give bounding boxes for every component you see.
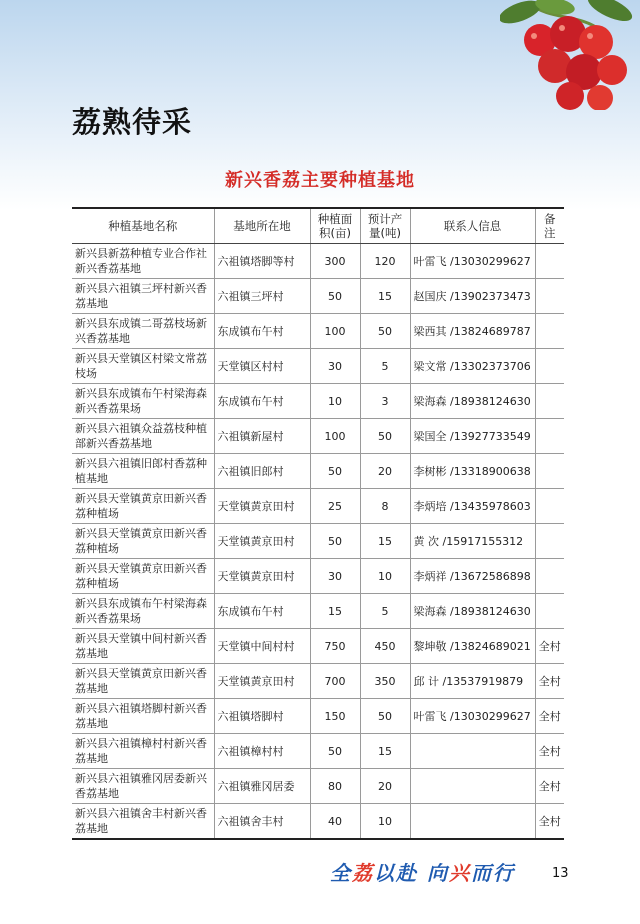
cell-base-name: 新兴县六祖镇旧郎村香荔种植基地 — [72, 454, 214, 489]
cell-base-name: 新兴县六祖镇三坪村新兴香荔基地 — [72, 279, 214, 314]
cell-area: 80 — [310, 769, 360, 804]
cell-base-name: 新兴县东成镇布午村梁海森新兴香荔果场 — [72, 594, 214, 629]
cell-note: 全村 — [535, 734, 564, 769]
cell-yield: 5 — [360, 594, 410, 629]
cell-location: 六祖镇雅冈居委 — [214, 769, 310, 804]
header-name: 种植基地名称 — [72, 208, 214, 244]
cell-location: 六祖镇舍丰村 — [214, 804, 310, 840]
cell-yield: 15 — [360, 279, 410, 314]
cell-area: 750 — [310, 629, 360, 664]
table-row — [72, 629, 564, 664]
cell-yield: 50 — [360, 699, 410, 734]
cell-note — [535, 279, 564, 314]
cell-note: 全村 — [535, 769, 564, 804]
table-row — [72, 244, 564, 279]
page-number: 13 — [552, 866, 569, 881]
table-row — [72, 384, 564, 419]
cell-note: 全村 — [535, 629, 564, 664]
header-note: 备注 — [535, 208, 564, 244]
table-title: 新兴香荔主要种植基地 — [225, 170, 415, 191]
cell-area: 15 — [310, 594, 360, 629]
cell-location: 天堂镇黄京田村 — [214, 664, 310, 699]
slogan-highlight: 荔 — [352, 861, 374, 885]
cell-contact: 黄 次 /15917155312 — [410, 524, 535, 559]
cell-yield: 5 — [360, 349, 410, 384]
cell-base-name: 新兴县天堂镇黄京田新兴香荔种植场 — [72, 559, 214, 594]
cell-area: 50 — [310, 734, 360, 769]
cell-yield: 350 — [360, 664, 410, 699]
cell-base-name: 新兴县新荔种植专业合作社新兴香荔基地 — [72, 244, 214, 279]
cell-area: 25 — [310, 489, 360, 524]
cell-location: 六祖镇新屋村 — [214, 419, 310, 454]
cell-area: 30 — [310, 349, 360, 384]
lychee-illustration — [500, 0, 640, 110]
table-row — [72, 559, 564, 594]
table-row — [72, 349, 564, 384]
cell-note: 全村 — [535, 664, 564, 699]
cell-area: 50 — [310, 279, 360, 314]
cell-note — [535, 559, 564, 594]
cell-area: 40 — [310, 804, 360, 840]
cell-note — [535, 384, 564, 419]
cell-base-name: 新兴县六祖镇雅冈居委新兴香荔基地 — [72, 769, 214, 804]
table-row — [72, 769, 564, 804]
cell-contact: 叶雷飞 /13030299627 — [410, 244, 535, 279]
cell-yield: 15 — [360, 524, 410, 559]
cell-base-name: 新兴县六祖镇樟村村新兴香荔基地 — [72, 734, 214, 769]
cell-area: 50 — [310, 524, 360, 559]
cell-note — [535, 454, 564, 489]
cell-contact — [410, 734, 535, 769]
cell-area: 100 — [310, 314, 360, 349]
cell-base-name: 新兴县六祖镇塔脚村新兴香荔基地 — [72, 699, 214, 734]
cell-contact: 梁文常 /13302373706 — [410, 349, 535, 384]
cell-location: 六祖镇塔脚村 — [214, 699, 310, 734]
cell-contact: 李炳培 /13435978603 — [410, 489, 535, 524]
cell-location: 六祖镇樟村村 — [214, 734, 310, 769]
cell-location: 天堂镇黄京田村 — [214, 489, 310, 524]
header-area: 种植面积(亩) — [310, 208, 360, 244]
table-row — [72, 524, 564, 559]
cell-base-name: 新兴县六祖镇众益荔枝种植部新兴香荔基地 — [72, 419, 214, 454]
cell-note — [535, 349, 564, 384]
table-row — [72, 454, 564, 489]
slogan-part: 以赴 向 — [374, 861, 449, 885]
slogan-part: 全 — [330, 861, 352, 885]
cell-area: 10 — [310, 384, 360, 419]
cell-note — [535, 244, 564, 279]
cell-note: 全村 — [535, 699, 564, 734]
cell-yield: 20 — [360, 769, 410, 804]
cell-contact: 邱 计 /13537919879 — [410, 664, 535, 699]
cell-contact: 梁国全 /13927733549 — [410, 419, 535, 454]
cell-yield: 450 — [360, 629, 410, 664]
cell-yield: 10 — [360, 559, 410, 594]
cell-yield: 50 — [360, 314, 410, 349]
cell-location: 六祖镇塔脚等村 — [214, 244, 310, 279]
cell-area: 700 — [310, 664, 360, 699]
planting-bases-table — [72, 207, 564, 840]
cell-contact: 黎坤敬 /13824689021 — [410, 629, 535, 664]
cell-note — [535, 489, 564, 524]
header-contact: 联系人信息 — [410, 208, 535, 244]
table-row — [72, 279, 564, 314]
cell-contact: 梁海森 /18938124630 — [410, 384, 535, 419]
cell-note: 全村 — [535, 804, 564, 840]
cell-contact: 李炳祥 /13672586898 — [410, 559, 535, 594]
cell-location: 东成镇布午村 — [214, 314, 310, 349]
cell-base-name: 新兴县东成镇布午村梁海森新兴香荔果场 — [72, 384, 214, 419]
cell-base-name: 新兴县东成镇二哥荔枝场新兴香荔基地 — [72, 314, 214, 349]
cell-contact: 李树彬 /13318900638 — [410, 454, 535, 489]
cell-yield: 50 — [360, 419, 410, 454]
cell-base-name: 新兴县天堂镇黄京田新兴香荔基地 — [72, 664, 214, 699]
cell-location: 天堂镇区村村 — [214, 349, 310, 384]
cell-location: 六祖镇旧郎村 — [214, 454, 310, 489]
table-row — [72, 664, 564, 699]
cell-base-name: 新兴县天堂镇中间村新兴香荔基地 — [72, 629, 214, 664]
table-row — [72, 804, 564, 840]
cell-area: 50 — [310, 454, 360, 489]
cell-contact: 叶雷飞 /13030299627 — [410, 699, 535, 734]
cell-base-name: 新兴县六祖镇舍丰村新兴香荔基地 — [72, 804, 214, 840]
header-yield: 预计产量(吨) — [360, 208, 410, 244]
cell-note — [535, 314, 564, 349]
slogan-part: 而行 — [470, 861, 515, 885]
header-town: 基地所在地 — [214, 208, 310, 244]
cell-location: 东成镇布午村 — [214, 384, 310, 419]
cell-area: 30 — [310, 559, 360, 594]
cell-location: 天堂镇黄京田村 — [214, 524, 310, 559]
section-title: 荔熟待采 — [72, 105, 193, 139]
cell-contact: 梁海森 /18938124630 — [410, 594, 535, 629]
cell-base-name: 新兴县天堂镇黄京田新兴香荔种植场 — [72, 489, 214, 524]
cell-contact — [410, 804, 535, 840]
cell-area: 300 — [310, 244, 360, 279]
cell-contact: 赵国庆 /13902373473 — [410, 279, 535, 314]
cell-base-name: 新兴县天堂镇区村梁文常荔枝场 — [72, 349, 214, 384]
cell-base-name: 新兴县天堂镇黄京田新兴香荔种植场 — [72, 524, 214, 559]
cell-yield: 120 — [360, 244, 410, 279]
cell-contact: 梁西其 /13824689787 — [410, 314, 535, 349]
cell-contact — [410, 769, 535, 804]
table-row — [72, 489, 564, 524]
cell-yield: 8 — [360, 489, 410, 524]
cell-yield: 10 — [360, 804, 410, 840]
cell-area: 150 — [310, 699, 360, 734]
slogan-highlight: 兴 — [448, 861, 471, 885]
footer-slogan — [330, 857, 515, 886]
cell-yield: 15 — [360, 734, 410, 769]
table-row — [72, 419, 564, 454]
cell-location: 六祖镇三坪村 — [214, 279, 310, 314]
cell-yield: 20 — [360, 454, 410, 489]
table-row — [72, 699, 564, 734]
cell-location: 天堂镇中间村村 — [214, 629, 310, 664]
cell-note — [535, 524, 564, 559]
cell-note — [535, 419, 564, 454]
table-row — [72, 734, 564, 769]
table-header-row — [72, 208, 564, 244]
cell-note — [535, 594, 564, 629]
table-row — [72, 594, 564, 629]
cell-yield: 3 — [360, 384, 410, 419]
cell-location: 天堂镇黄京田村 — [214, 559, 310, 594]
table-row — [72, 314, 564, 349]
cell-location: 东成镇布午村 — [214, 594, 310, 629]
cell-area: 100 — [310, 419, 360, 454]
